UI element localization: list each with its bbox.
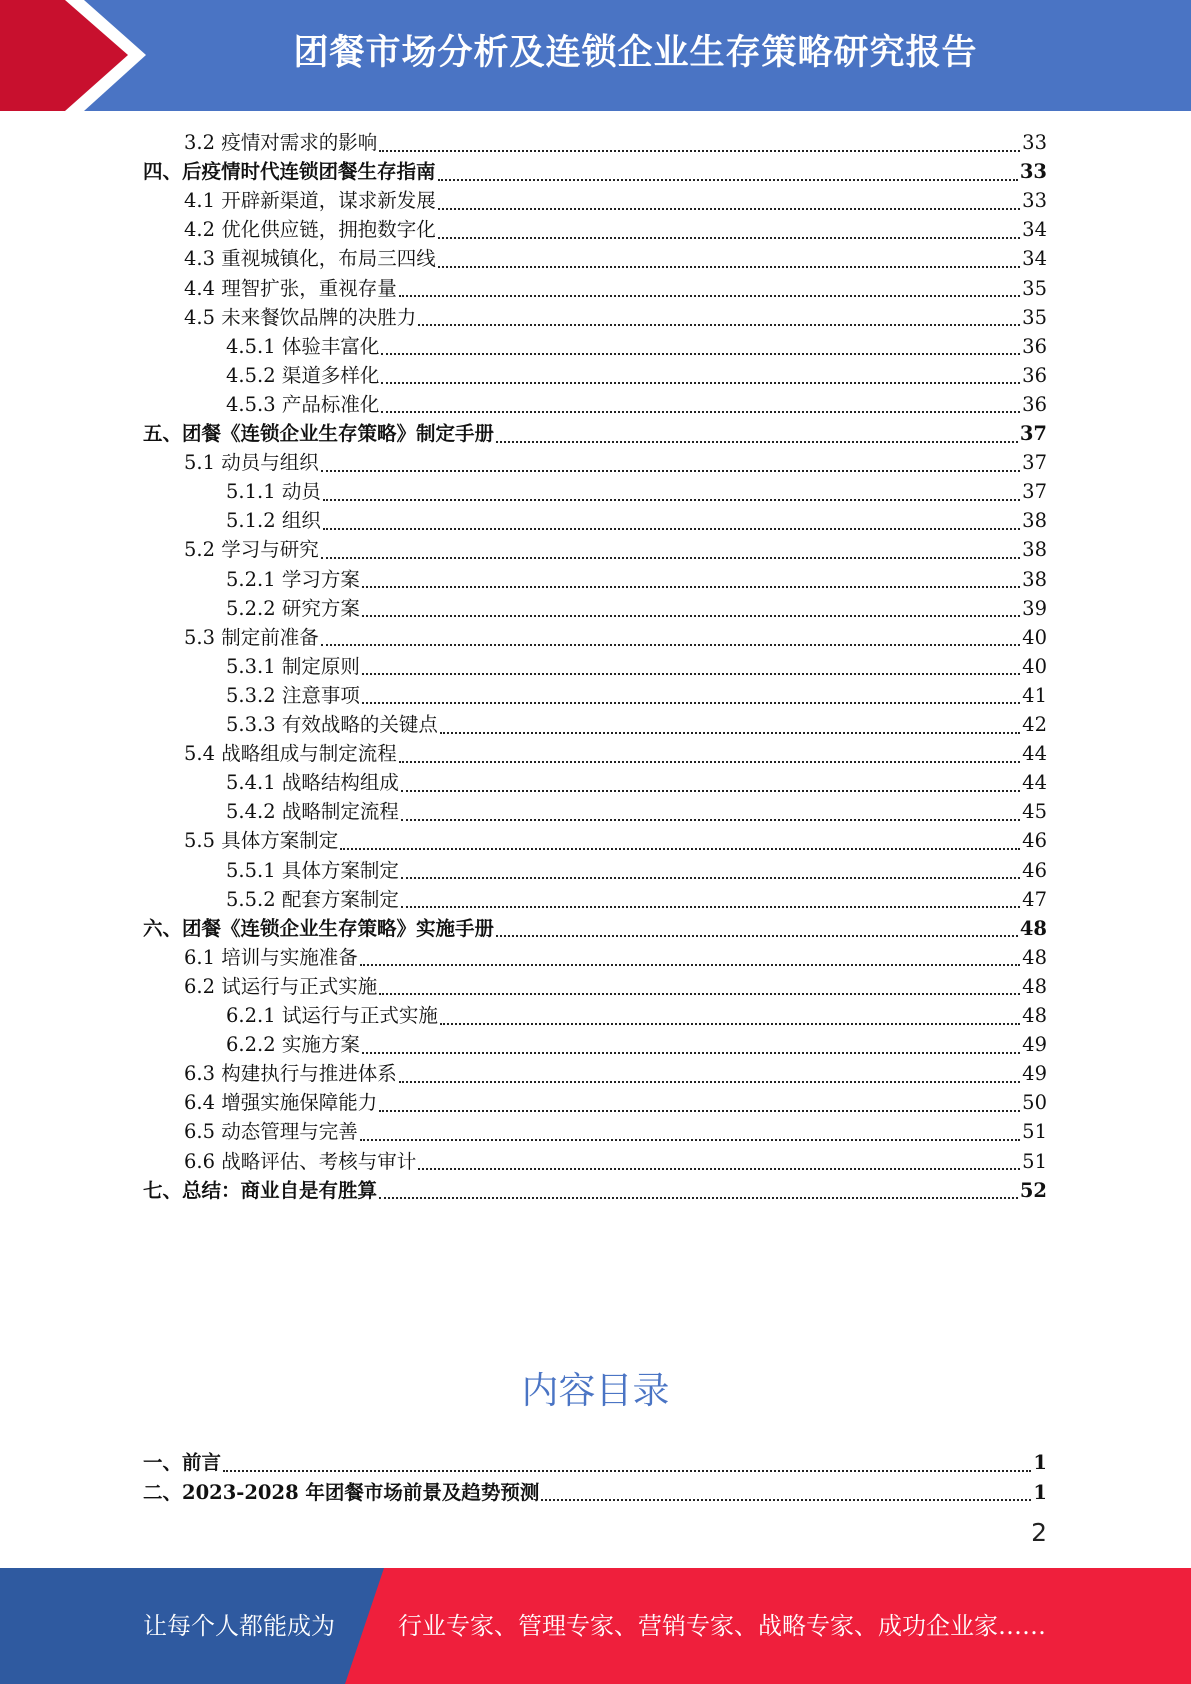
toc-entry-title: 5.1 动员与组织	[184, 451, 319, 475]
toc-dot-leader	[381, 411, 1020, 413]
toc-entry[interactable]	[226, 651, 1047, 682]
toc-entry[interactable]	[184, 273, 1047, 304]
toc-entry[interactable]	[226, 709, 1047, 740]
toc-entry-title: 5.2 学习与研究	[184, 538, 319, 562]
toc-entry[interactable]	[184, 447, 1047, 478]
toc-entry-page: 38	[1022, 509, 1047, 533]
toc-entry-title: 6.1 培训与实施准备	[184, 945, 358, 969]
toc-entry[interactable]	[143, 1447, 1047, 1478]
toc-entry-page: 40	[1022, 654, 1047, 678]
toc-entry[interactable]	[143, 418, 1047, 449]
toc-dot-leader	[438, 208, 1020, 210]
toc-entry-page: 48	[1022, 974, 1047, 998]
toc-dot-leader	[321, 470, 1020, 472]
toc-entry-title: 5.3 制定前准备	[184, 625, 319, 649]
footer-slogan-lead: 让每个人都能成为	[143, 1612, 335, 1640]
toc-dot-leader	[381, 382, 1020, 384]
toc-entry-page: 41	[1022, 683, 1047, 707]
toc-entry-page: 46	[1022, 858, 1047, 882]
toc-dot-leader	[379, 993, 1020, 995]
toc-dot-leader	[323, 499, 1020, 501]
toc-entry[interactable]	[184, 1146, 1047, 1177]
toc-entry[interactable]	[226, 796, 1047, 827]
toc-entry[interactable]	[226, 476, 1047, 507]
toc-entry[interactable]	[184, 534, 1047, 565]
toc-entry-page: 46	[1022, 829, 1047, 853]
toc-entry-title: 五、团餐《连锁企业生存策略》制定手册	[143, 422, 495, 445]
toc-dot-leader	[401, 790, 1020, 792]
toc-entry[interactable]	[226, 331, 1047, 362]
toc-dot-leader	[541, 1499, 1031, 1501]
toc-entry-title: 5.1.1 动员	[226, 480, 321, 504]
toc-entry-page: 52	[1019, 1178, 1047, 1202]
toc-entry-title: 3.2 疫情对需求的影响	[184, 131, 378, 154]
contents-heading: 内容目录	[521, 1369, 670, 1412]
toc-entry-page: 34	[1022, 218, 1047, 242]
toc-entry-title: 5.5.2 配套方案制定	[226, 887, 399, 911]
toc-entry-title: 4.5.2 渠道多样化	[226, 363, 380, 387]
toc-entry-title: 4.5 未来餐饮品牌的决胜力	[184, 305, 417, 329]
toc-entry-title: 4.1 开辟新渠道，谋求新发展	[184, 189, 436, 213]
toc-entry-title: 七、总结：商业自是有胜算	[143, 1178, 378, 1202]
toc-entry-title: 4.3 重视城镇化，布局三四线	[184, 247, 436, 271]
toc-entry[interactable]	[226, 593, 1047, 624]
toc-entry-title: 4.4 理智扩张，重视存量	[184, 276, 397, 300]
toc-entry[interactable]	[184, 1087, 1047, 1118]
toc-dot-leader	[362, 586, 1020, 588]
toc-entry[interactable]	[226, 564, 1047, 595]
toc-entry[interactable]	[226, 1029, 1047, 1060]
toc-entry-page: 36	[1022, 392, 1047, 416]
toc-entry-page: 1	[1033, 1480, 1047, 1504]
report-header-banner	[0, 0, 1191, 111]
toc-dot-leader	[362, 1052, 1020, 1054]
toc-dot-leader	[438, 266, 1020, 268]
toc-entry[interactable]	[184, 971, 1047, 1002]
toc-entry-page: 33	[1019, 160, 1047, 184]
toc-entry[interactable]	[143, 1477, 1047, 1508]
toc-entry-page: 42	[1022, 713, 1047, 736]
toc-entry[interactable]	[226, 680, 1047, 711]
toc-entry-page: 44	[1022, 771, 1047, 795]
toc-entry-title: 二、2023-2028 年团餐市场前景及趋势预测	[143, 1480, 540, 1504]
toc-entry[interactable]	[184, 185, 1047, 216]
toc-entry-page: 36	[1022, 334, 1047, 358]
toc-entry[interactable]	[143, 156, 1047, 187]
toc-entry-title: 5.3.2 注意事项	[226, 683, 360, 707]
toc-entry-page: 37	[1019, 422, 1047, 445]
toc-entry-page: 48	[1019, 916, 1047, 940]
toc-dot-leader	[379, 1197, 1018, 1199]
toc-dot-leader	[496, 935, 1018, 937]
report-title: 团餐市场分析及连锁企业生存策略研究报告	[293, 33, 978, 73]
toc-entry[interactable]	[184, 825, 1047, 856]
toc-dot-leader	[381, 353, 1020, 355]
toc-dot-leader	[440, 732, 1020, 734]
toc-entry-page: 48	[1022, 1004, 1047, 1027]
toc-entry-title: 5.3.1 制定原则	[226, 654, 360, 678]
toc-dot-leader	[223, 1470, 1031, 1472]
toc-entry[interactable]	[226, 505, 1047, 536]
toc-entry-title: 5.5.1 具体方案制定	[226, 858, 399, 882]
toc-entry-page: 1	[1033, 1451, 1047, 1474]
toc-entry-title: 5.2.1 学习方案	[226, 567, 360, 591]
toc-dot-leader	[323, 528, 1020, 530]
toc-dot-leader	[399, 295, 1020, 297]
toc-entry[interactable]	[226, 855, 1047, 886]
toc-dot-leader	[362, 673, 1020, 675]
toc-entry-title: 5.4.2 战略制定流程	[226, 800, 399, 824]
toc-entry-title: 6.4 增强实施保障能力	[184, 1091, 378, 1115]
toc-entry-title: 6.6 战略评估、考核与审计	[184, 1149, 417, 1173]
toc-dot-leader	[399, 1081, 1020, 1083]
toc-entry[interactable]	[184, 302, 1047, 333]
toc-dot-leader	[418, 324, 1020, 326]
toc-entry[interactable]	[226, 389, 1047, 420]
toc-entry-page: 35	[1022, 276, 1047, 300]
toc-entry-page: 48	[1022, 945, 1047, 969]
toc-entry[interactable]	[143, 913, 1047, 944]
toc-dot-leader	[321, 644, 1020, 646]
toc-entry[interactable]	[184, 622, 1047, 653]
toc-entry-title: 6.2.1 试运行与正式实施	[226, 1004, 438, 1027]
toc-entry-title: 一、前言	[143, 1451, 222, 1474]
toc-dot-leader	[438, 179, 1018, 181]
toc-dot-leader	[340, 848, 1020, 850]
toc-entry-page: 37	[1022, 480, 1047, 504]
toc-entry[interactable]	[143, 1175, 1047, 1206]
toc-entry-page: 35	[1022, 305, 1047, 329]
toc-entry-title: 5.2.2 研究方案	[226, 596, 360, 620]
toc-entry-title: 4.5.3 产品标准化	[226, 392, 380, 416]
toc-entry-page: 45	[1022, 800, 1047, 824]
toc-entry[interactable]	[184, 942, 1047, 973]
toc-dot-leader	[401, 877, 1020, 879]
toc-dot-leader	[438, 237, 1020, 239]
toc-entry-page: 38	[1022, 538, 1047, 562]
toc-dot-leader	[440, 1023, 1020, 1025]
toc-dot-leader	[379, 150, 1020, 152]
toc-entry-page: 47	[1022, 887, 1047, 911]
toc-dot-leader	[399, 761, 1020, 763]
toc-entry-title: 6.2.2 实施方案	[226, 1033, 360, 1057]
toc-dot-leader	[360, 1139, 1020, 1141]
toc-entry-page: 38	[1022, 567, 1047, 591]
slogan-footer	[0, 1568, 1191, 1684]
toc-entry[interactable]	[184, 1116, 1047, 1147]
toc-entry-page: 39	[1022, 596, 1047, 620]
toc-entry-title: 5.4.1 战略结构组成	[226, 771, 399, 795]
toc-entry-page: 34	[1022, 247, 1047, 271]
toc-dot-leader	[401, 906, 1020, 908]
toc-entry-page: 49	[1022, 1033, 1047, 1057]
toc-entry[interactable]	[226, 1000, 1047, 1031]
toc-dot-leader	[362, 615, 1020, 617]
toc-entry[interactable]	[226, 884, 1047, 915]
toc-entry-title: 5.1.2 组织	[226, 509, 321, 533]
toc-dot-leader	[360, 964, 1020, 966]
page-number: 2	[1031, 1518, 1047, 1547]
toc-entry-page: 37	[1022, 451, 1047, 475]
toc-dot-leader	[379, 1110, 1020, 1112]
toc-entry-page: 51	[1022, 1120, 1047, 1144]
toc-entry-page: 44	[1022, 742, 1047, 766]
toc-entry-page: 40	[1022, 625, 1047, 649]
footer-slogan-roles: 行业专家、管理专家、营销专家、战略专家、成功企业家……	[398, 1612, 1046, 1640]
toc-entry-title: 4.2 优化供应链，拥抱数字化	[184, 218, 436, 242]
toc-entry-title: 5.5 具体方案制定	[184, 829, 339, 853]
toc-entry[interactable]	[184, 214, 1047, 245]
toc-entry-page: 33	[1022, 189, 1047, 213]
toc-entry[interactable]	[184, 1058, 1047, 1089]
toc-entry-title: 四、后疫情时代连锁团餐生存指南	[143, 160, 436, 184]
toc-dot-leader	[401, 819, 1020, 821]
toc-entry[interactable]	[226, 360, 1047, 391]
toc-entry-title: 5.4 战略组成与制定流程	[184, 742, 397, 766]
toc-entry-page: 36	[1022, 363, 1047, 387]
toc-entry[interactable]	[226, 767, 1047, 798]
toc-dot-leader	[321, 557, 1020, 559]
toc-dot-leader	[362, 702, 1020, 704]
toc-entry-page: 33	[1022, 131, 1047, 154]
toc-entry-page: 49	[1022, 1062, 1047, 1086]
toc-entry[interactable]	[184, 738, 1047, 769]
toc-entry-title: 4.5.1 体验丰富化	[226, 334, 380, 358]
toc-dot-leader	[496, 441, 1018, 443]
toc-entry[interactable]	[184, 243, 1047, 274]
toc-entry-title: 6.5 动态管理与完善	[184, 1120, 358, 1144]
toc-entry-title: 6.2 试运行与正式实施	[184, 974, 378, 998]
toc-entry-page: 50	[1022, 1091, 1047, 1115]
toc-dot-leader	[418, 1168, 1020, 1170]
toc-entry-title: 5.3.3 有效战略的关键点	[226, 713, 438, 736]
toc-entry[interactable]	[184, 127, 1047, 158]
toc-entry-title: 6.3 构建执行与推进体系	[184, 1062, 397, 1086]
toc-entry-title: 六、团餐《连锁企业生存策略》实施手册	[143, 916, 495, 940]
toc-entry-page: 51	[1022, 1149, 1047, 1173]
